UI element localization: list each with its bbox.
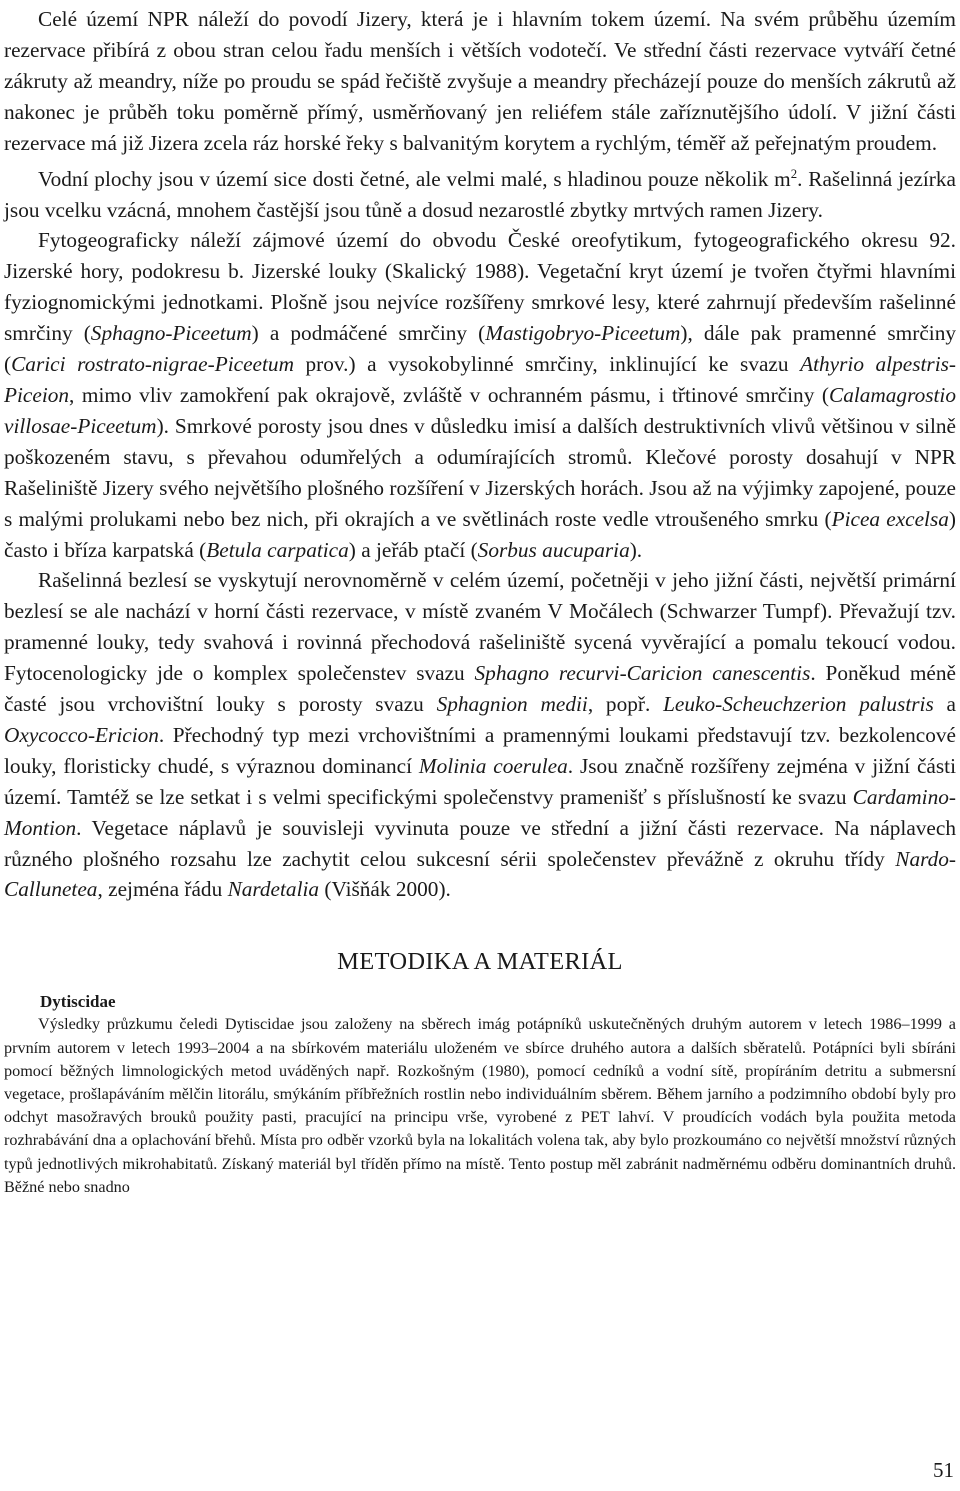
paragraph-hydrology: Celé území NPR náleží do povodí Jizery, která je i hlavním tokem území. Na svém průběhu územím rezervace přibírá z obou stran celou řadu menších i větších vodotečí. Ve střední části rezervace vytváří četné zákruty až meandry, níže po proudu se spád řečiště zvyšuje a meandry přecházejí pouze do menších zákrutů až nakonec je průběh toku poměrně přímý, usměrňovaný jen reliéfem stále zaříznutějšího údolí. V jižní části rezervace má již Jizera zcela ráz horské řeky s balvanitým korytem a rychlým, téměř až peřejnatým proudem.	[4, 7, 956, 155]
body-text	[4, 4, 956, 905]
subheading: Dytiscidae	[40, 992, 116, 1012]
paragraph-phytogeography: Fytogeograficky náleží zájmové území do obvodu České oreofytikum, fytogeografického okresu 92. Jizerské hory, podokresu b. Jizerské louky (Skalický 1988). Vegetační kryt území je tvořen čtyřmi hlavními fyziognomickými jednotkami. Plošně jsou nejvíce rozšířeny smrkové lesy, které zahrnují především rašelinné smrčiny (Sphagno-Piceetum) a podmáčené smrčiny (Mastigobryo-Piceetum), dále pak pramenné smrčiny (Carici rostrato-nigrae-Piceetum prov.) a vysokobylinné smrčiny, inklinující ke svazu Athyrio alpestris-Piceion, mimo vliv zamokření pak okrajově, zvláště v ochranném pásmu, i třtinové smrčiny (Calamagrostio villosae-Piceetum). Smrkové porosty jsou dnes v důsledku imisí a dalších destruktivních vlivů většinou v silně poškozeném stavu, s převahou odumřelých a odumírajících stromů. Klečové porosty dosahují v NPR Rašeliniště Jizery svého největšího plošného rozšíření v Jizerských horách. Jsou až na výjimky zapojené, pouze s malými prolukami nebo bez nich, při okrajích a ve světlinách roste vedle vtroušeného smrku (Picea excelsa) často i bříza karpatská (Betula carpatica) a jeřáb ptačí (Sorbus aucuparia).	[4, 228, 956, 562]
paragraph-peat-meadows: Rašelinná bezlesí se vyskytují nerovnoměrně v celém území, početněji v jeho jižní části, největší primární bezlesí se ale nachází v horní části rezervace, v místě zvaném V Močálech (Schwarzer Tumpf). Převažují tzv. pramenné louky, tedy svahová i rovinná přechodová rašeliniště sycená vyvěrající a pomalu tekoucí vodou. Fytocenologicky jde o komplex společenstev svazu Sphagno recurvi-Caricion canescentis. Poněkud méně časté jsou vrchovištní louky s porosty svazu Sphagnion medii, popř. Leuko-Scheuchzerion palustris a Oxycocco-Ericion. Přechodný typ mezi vrchovištními a pramennými loukami představují tzv. bezkolencové louky, floristicky chudé, s výraznou dominancí Molinia coerulea. Jsou značně rozšířeny zejména v jižní části území. Tamtéž se lze setkat i s velmi specifickými společenstvy pramenišť s příslušností ke svazu Cardamino-Montion. Vegetace náplavů je souvisleji vyvinuta pouze ve střední a jižní části rezervace. Na náplavech různého plošného rozsahu lze zachytit celou sukcesní sérii společenstev převážně z okruhu třídy Nardo-Callunetea, zejména řádu Nardetalia (Višňák 2000).	[4, 568, 957, 902]
section-heading: METODIKA A MATERIÁL	[337, 948, 623, 976]
italic-term: Sphagno recurvi-Caricion canescentis	[474, 661, 811, 686]
italic-term: Molinia coerulea	[418, 753, 568, 778]
italic-term: Sphagnion medii	[436, 692, 588, 717]
page-number: 51	[933, 1458, 954, 1482]
methods-text	[4, 1013, 956, 1199]
italic-term: Nardetalia	[227, 877, 320, 902]
italic-term: Sorbus aucuparia	[477, 537, 630, 562]
italic-term: Cardamino-Montion	[4, 784, 956, 840]
italic-term: Carici rostrato-nigrae-Piceetum	[11, 352, 294, 377]
italic-term: Oxycocco-Ericion	[4, 722, 159, 747]
italic-term: Nardo-Callunetea	[4, 846, 956, 902]
superscript: 2	[790, 166, 798, 181]
italic-term: Calamagrostio villosae-Piceetum	[4, 382, 956, 438]
italic-term: Betula carpatica	[206, 537, 349, 562]
italic-term: Athyrio alpestris-Piceion	[4, 352, 956, 407]
italic-term: Sphagno-Piceetum	[90, 321, 252, 346]
italic-term: Picea excelsa	[831, 506, 949, 531]
italic-term: Leuko-Scheuchzerion palustris	[663, 692, 934, 717]
italic-term: Mastigobryo-Piceetum	[485, 321, 681, 346]
paragraph-methods: Výsledky průzkumu čeledi Dytiscidae jsou založeny na sběrech imág potápníků uskutečněných druhým autorem v letech 1986–1999 a prvním autorem v letech 1993–2004 a na sbírkovém materiálu uloženém ve sbírce druhého autora a dalších sběratelů. Potápníci byli sbíráni pomocí běžných limnologických metod uváděných např. Rozkošným (1980), pomocí cedníků a vodní sítě, propíráním detritu a submersní vegetace, prošlapáváním mělčin litorálu, smýkáním příbřežních rostlin nebo individuálním sběrem. Během jarního a podzimního období byly pro odchyt masožravých brouků použity pasti, pracující na principu vrše, vyrobené z PET lahví. V proudících vodách byla použita metoda rozhrabávání dna a oplachování břehů. Místa pro odběr vzorků byla na lokalitách volena tak, aby bylo prozkoumáno co největší množství různých typů jednotlivých mikrohabitatů. Získaný materiál byl tříděn přímo na místě. Tento postup měl zabránit nadměrnému odběru dominantních druhů. Běžné nebo snadno	[4, 1015, 956, 1196]
paragraph-water-bodies: Vodní plochy jsou v území sice dosti četné, ale velmi malé, s hladinou pouze několik $m^2$. Rašelinná jezírka jsou vcelku vzácná, mnohem častější jsou tůně a dosud nezarostlé zbytky mrtvých ramen Jizery.	[4, 166, 957, 222]
